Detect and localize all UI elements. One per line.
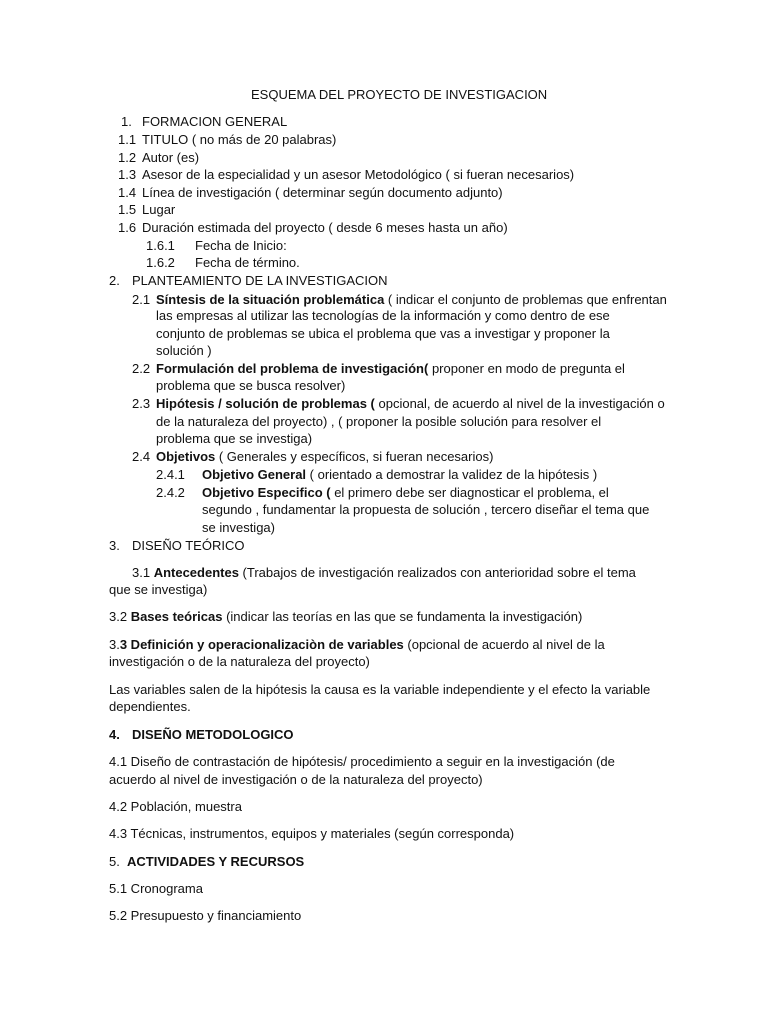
item-2-1-number: 2.1: [132, 292, 151, 307]
para-4-1-line-1: 4.1 Diseño de contrastación de hipótesis/ procedimiento a seguir en la investigación (de: [109, 754, 615, 769]
para-3-1-line-2: que se investiga): [109, 582, 208, 597]
item-2-1-bold: Síntesis de la situación problemática: [156, 292, 385, 307]
item-2-3-bold: Hipótesis / solución de problemas (: [156, 396, 375, 411]
item-1-3-number: 1.3: [118, 167, 137, 182]
item-1-4-number: 1.4: [118, 185, 137, 200]
para-3-3-bold: 3 Definición y operacionalizaciòn de variables: [119, 637, 404, 652]
item-2-4-2-line-2: segundo , fundamentar la propuesta de solución , tercero diseñar el tema que: [202, 502, 650, 517]
section-3-heading: DISEÑO TEÓRICO: [132, 538, 245, 553]
para-3-1-line-1: [132, 564, 636, 581]
para-3-1-bold: Antecedentes: [153, 565, 239, 580]
item-2-2-number: 2.2: [132, 361, 151, 376]
para-5-1: 5.1 Cronograma: [109, 881, 203, 896]
item-1-5-number: 1.5: [118, 202, 137, 217]
item-2-2-text: proponer en modo de pregunta el: [428, 361, 625, 376]
item-2-2-line-2: problema que se busca resolver): [156, 378, 346, 393]
para-3-3-number: 3.: [109, 637, 120, 652]
item-2-4-number: 2.4: [132, 449, 151, 464]
section-5-heading: ACTIVIDADES Y RECURSOS: [127, 854, 305, 869]
item-2-4-2-number: 2.4.2: [156, 485, 185, 500]
para-3-2-number: 3.2: [109, 609, 131, 624]
item-2-1-line-3: conjunto de problemas se ubica el problema que vas a investigar y proponer la: [156, 326, 610, 341]
item-2-4-text: ( Generales y específicos, si fueran necesarios): [215, 449, 494, 464]
section-1-heading: FORMACION GENERAL: [142, 114, 288, 129]
item-1-6-text: Duración estimada del proyecto ( desde 6 meses hasta un año): [142, 220, 508, 235]
variables-note-line-2: dependientes.: [109, 699, 191, 714]
item-2-2-bold: Formulación del problema de investigación(: [156, 361, 429, 376]
item-1-6-number: 1.6: [118, 220, 137, 235]
para-3-1-text: (Trabajos de investigación realizados con anterioridad sobre el tema: [238, 565, 636, 580]
item-1-6-1-text: Fecha de Inicio:: [195, 238, 287, 253]
item-2-4-2-line-1: [202, 484, 609, 501]
variables-note-line-1: Las variables salen de la hipótesis la causa es la variable independiente y el efecto la variable: [109, 682, 651, 697]
item-1-2-text: Autor (es): [142, 150, 200, 165]
para-5-2: 5.2 Presupuesto y financiamiento: [109, 908, 302, 923]
item-1-6-2-text: Fecha de término.: [195, 255, 300, 270]
item-2-2-line-1: [156, 360, 625, 377]
section-1-number: 1.: [121, 114, 132, 129]
item-2-1-text: ( indicar el conjunto de problemas que enfrentan: [384, 292, 667, 307]
item-1-6-1-number: 1.6.1: [146, 238, 175, 253]
item-2-1-line-2: las empresas al utilizar las tecnologías de la información y como dentro de ese: [156, 308, 610, 323]
para-3-3-line-2: investigación o de la naturaleza del proyecto): [109, 654, 370, 669]
item-2-3-text: opcional, de acuerdo al nivel de la investigación o: [374, 396, 665, 411]
item-1-2-number: 1.2: [118, 150, 137, 165]
para-3-1-number: 3.1: [132, 565, 154, 580]
para-4-2: 4.2 Población, muestra: [109, 799, 242, 814]
section-4-heading: DISEÑO METODOLOGICO: [132, 727, 294, 742]
item-2-4-2-bold: Objetivo Especifico (: [202, 485, 331, 500]
section-2-number: 2.: [109, 273, 120, 288]
section-3-number: 3.: [109, 538, 120, 553]
item-1-1-text: TITULO ( no más de 20 palabras): [142, 132, 337, 147]
item-2-4-1-text: ( orientado a demostrar la validez de la hipótesis ): [306, 467, 598, 482]
item-2-4-line-1: [156, 448, 493, 465]
item-1-6-2-number: 1.6.2: [146, 255, 175, 270]
document-title: ESQUEMA DEL PROYECTO DE INVESTIGACION: [251, 87, 548, 102]
para-3-3-line-1: [109, 636, 605, 653]
item-2-4-1-number: 2.4.1: [156, 467, 185, 482]
item-2-3-line-2: de la naturaleza del proyecto) , ( proponer la posible solución para resolver el: [156, 414, 602, 429]
para-3-2-text: (indicar las teorías en las que se fundamenta la investigación): [222, 609, 583, 624]
item-2-4-1-bold: Objetivo General: [202, 467, 307, 482]
section-5-number: 5.: [109, 854, 120, 869]
item-2-3-line-3: problema que se investiga): [156, 431, 313, 446]
item-2-4-bold: Objetivos: [156, 449, 216, 464]
item-2-1-line-1: [156, 291, 667, 308]
item-1-4-text: Línea de investigación ( determinar según documento adjunto): [142, 185, 503, 200]
section-2-heading: PLANTEAMIENTO DE LA INVESTIGACION: [132, 273, 388, 288]
item-2-4-2-line-3: se investiga): [202, 520, 275, 535]
para-3-2-bold: Bases teóricas: [130, 609, 223, 624]
item-1-5-text: Lugar: [142, 202, 176, 217]
item-1-3-text: Asesor de la especialidad y un asesor Metodológico ( si fueran necesarios): [142, 167, 575, 182]
item-2-3-line-1: [156, 395, 665, 412]
para-3-3-text: (opcional de acuerdo al nivel de la: [403, 637, 605, 652]
item-2-4-2-text: el primero debe ser diagnosticar el problema, el: [330, 485, 609, 500]
item-2-3-number: 2.3: [132, 396, 151, 411]
item-2-4-1-line-1: [202, 466, 597, 483]
para-4-1-line-2: acuerdo al nivel de investigación o de la naturaleza del proyecto): [109, 772, 483, 787]
item-2-1-line-4: solución ): [156, 343, 212, 358]
para-3-2-line-1: [109, 608, 582, 625]
section-4-number: 4.: [109, 727, 120, 742]
item-1-1-number: 1.1: [118, 132, 137, 147]
para-4-3: 4.3 Técnicas, instrumentos, equipos y materiales (según corresponda): [109, 826, 515, 841]
